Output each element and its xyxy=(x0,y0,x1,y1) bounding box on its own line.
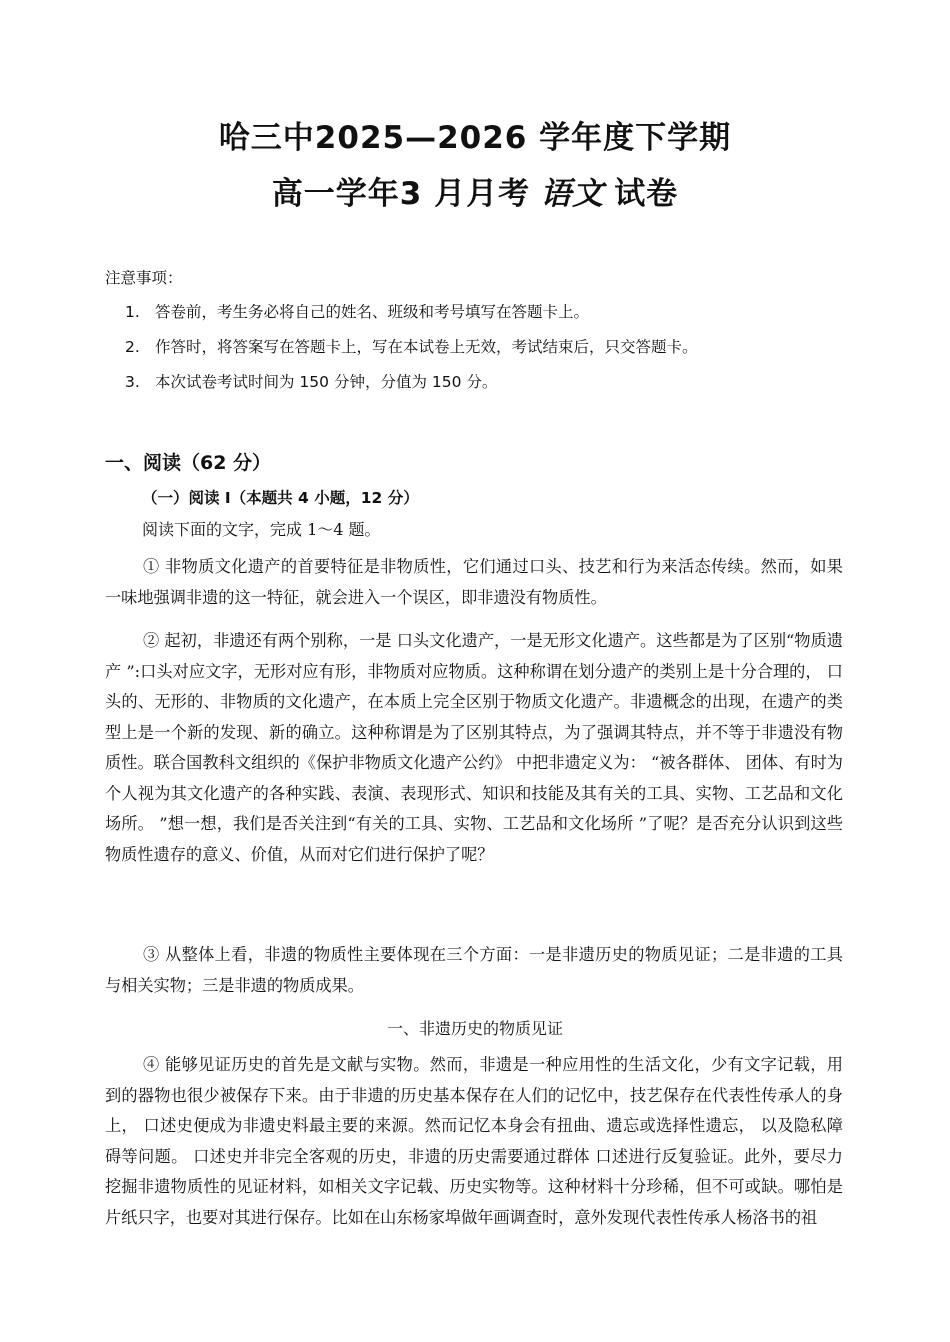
exam-title-grade: 高一学年3 月月考 xyxy=(271,176,531,212)
article-paragraph-2: ② 起初，非遗还有两个别称，一是 口头文化遗产，一是无形文化遗产。这些都是为了区别“物质遗产 ”:口头对应文字，无形对应有形，非物质对应物质。这种称谓在划分遗产的类别上是十分合理的， 口头的、无形的、非物质的文化遗产，在本质上完全区别于物质文化遗产。非遗概念的出现，在遗产的类型上是一个新的发现、新的确立。这种称谓是为了区别其特点，为了强调其特点，并不等于非遗没有物质性。联合国教科文组织的《保护非物质文化遗产公约》 中把非遗定义为： “被各群体、 团体、有时为个人视为其文化遗产的各种实践、表演、表现形式、知识和技能及其有关的工具、实物、工艺品和文化场所。 ”想一想，我们是否关注到“有关的工具、实物、工艺品和文化场所 ”了呢？是否充分认识到这些物质性遗存的意义、价值，从而对它们进行保护了呢？ xyxy=(105,631,843,864)
article-paragraph-4: ④ 能够见证历史的首先是文献与实物。然而，非遗是一种应用性的生活文化，少有文字记载，用到的器物也很少被保存下来。由于非遗的历史基本保存在人们的记忆中，技艺保存在代表性传承人的身上， 口述史便成为非遗史料最主要的来源。然而记忆本身会有扭曲、遗忘或选择性遗忘， 以及隐私障碍等问题。 口述史并非完全客观的历史，非遗的历史需要通过群体 口述进行反复验证。此外，要尽力挖掘非遗物质性的见证材料，如相关文字记载、历史实物等。这种材料十分珍稀，但不可或缺。哪怕是片纸只字，也要对其进行保存。比如在山东杨家埠做年画调查时，意外发现代表性传承人杨洛书的祖 xyxy=(105,1055,843,1227)
subsection-title: （一）阅读 Ⅰ（本题共 4 小题，12 分） xyxy=(142,489,419,507)
notes-item-number: 1. xyxy=(125,303,140,321)
reading-instruction: 阅读下面的文字，完成 1～4 题。 xyxy=(142,520,381,539)
notes-item xyxy=(125,300,845,335)
notes-list xyxy=(105,300,845,405)
exam-subject: 语文 xyxy=(540,176,605,212)
notes-item xyxy=(125,335,845,370)
article-subheading: 一、非遗历史的物质见证 xyxy=(386,1019,563,1038)
notes-heading: 注意事项： xyxy=(105,269,183,287)
notes-item-text: 本次试卷考试时间为 150 分钟，分值为 150 分。 xyxy=(155,373,498,391)
article-paragraph-3: ③ 从整体上看，非遗的物质性主要体现在三个方面：一是非遗历史的物质见证；二是非遗的工具与相关实物；三是非遗的物质成果。 xyxy=(105,945,843,995)
notes-item-number: 2. xyxy=(125,338,140,356)
exam-title-line1: 哈三中2025—2026 学年度下学期 xyxy=(218,120,732,156)
exam-title-suffix: 试卷 xyxy=(614,176,679,212)
notes-block xyxy=(105,266,845,405)
article-paragraph-1: ① 非物质文化遗产的首要特征是非物质性，它们通过口头、技艺和行为来活态传续。然而，如果一味地强调非遗的这一特征，就会进入一个误区，即非遗没有物质性。 xyxy=(105,557,843,607)
notes-item-text: 答卷前，考生务必将自己的姓名、班级和考号填写在答题卡上。 xyxy=(155,303,590,321)
section-title: 一、阅读（62 分） xyxy=(105,452,272,474)
exam-title-line2 xyxy=(0,168,950,213)
notes-item-number: 3. xyxy=(125,373,140,391)
notes-item-text: 作答时，将答案写在答题卡上，写在本试卷上无效，考试结束后，只交答题卡。 xyxy=(155,338,698,356)
notes-item xyxy=(125,370,845,405)
